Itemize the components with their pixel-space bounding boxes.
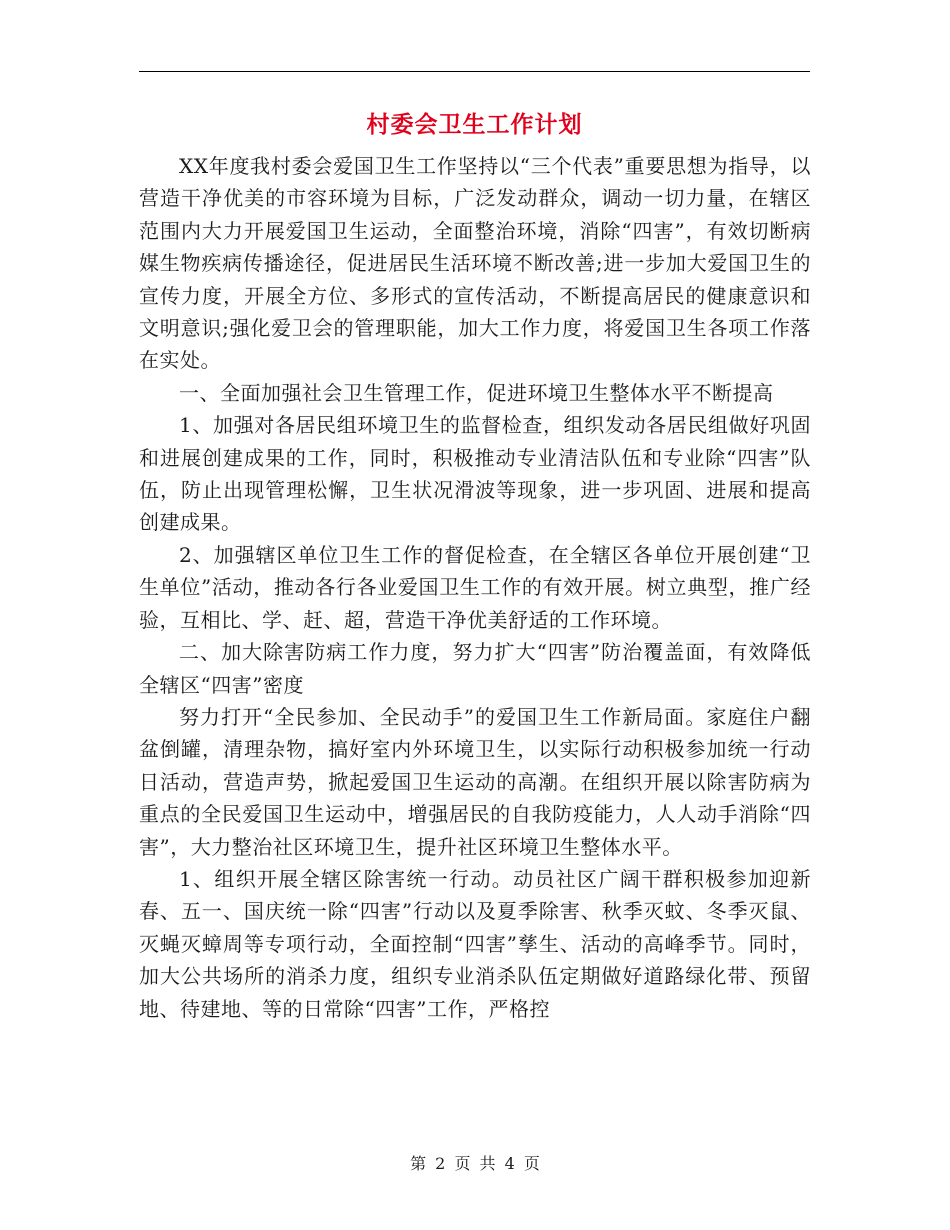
section-heading-1: 一、全面加强社会卫生管理工作，促进环境卫生整体水平不断提高	[179, 380, 774, 405]
section-heading-2: 二、加大除害防病工作力度，努力扩大“四害”防治覆盖面，有效降低全辖区“四害”密度	[139, 640, 811, 697]
header-rule	[139, 71, 810, 72]
paragraph-item-1-2: 2、加强辖区单位卫生工作的督促检查，在全辖区各单位开展创建“卫生单位”活动，推动各行各业爱国卫生工作的有效开展。树立典型，推广经验，互相比、学、赶、超，营造干净优美舒适的工作环境。	[139, 542, 811, 632]
paragraph-section-2-intro: 努力打开“全民参加、全民动手”的爱国卫生工作新局面。家庭住户翻盆倒罐，清理杂物，搞好室内外环境卫生，以实际行动积极参加统一行动日活动，营造声势，掀起爱国卫生运动的高潮。在组织开展以除害防病为重点的全民爱国卫生运动中，增强居民的自我防疫能力，人人动手消除“四害”，大力整治社区环境卫生，提升社区环境卫生整体水平。	[139, 704, 811, 859]
document-body	[139, 150, 811, 1025]
paragraph-intro: XX年度我村委会爱国卫生工作坚持以“三个代表”重要思想为指导，以营造干净优美的市容环境为目标，广泛发动群众，调动一切力量，在辖区范围内大力开展爱国卫生运动，全面整治环境，消除“四害”，有效切断病媒生物疾病传播途径，促进居民生活环境不断改善;进一步加大爱国卫生的宣传力度，开展全方位、多形式的宣传活动，不断提高居民的健康意识和文明意识;强化爱卫会的管理职能，加大工作力度，将爱国卫生各项工作落在实处。	[139, 154, 811, 373]
paragraph-item-1-1: 1、加强对各居民组环境卫生的监督检查，组织发动各居民组做好巩固和进展创建成果的工作，同时，积极推动专业清洁队伍和专业除“四害”队伍，防止出现管理松懈，卫生状况滑波等现象，进一步巩固、进展和提高创建成果。	[139, 413, 811, 535]
document-title: 村委会卫生工作计划	[366, 111, 583, 138]
paragraph-item-2-1: 1、组织开展全辖区除害统一行动。动员社区广阔干群积极参加迎新春、五一、国庆统一除“四害”行动以及夏季除害、秋季灭蚊、冬季灭鼠、灭蝇灭蟑周等专项行动，全面控制“四害”孳生、活动的高峰季节。同时，加大公共场所的消杀力度，组织专业消杀队伍定期做好道路绿化带、预留地、待建地、等的日常除“四害”工作，严格控	[139, 866, 811, 1021]
page-number-footer: 第 2 页 共 4 页	[410, 1154, 540, 1173]
